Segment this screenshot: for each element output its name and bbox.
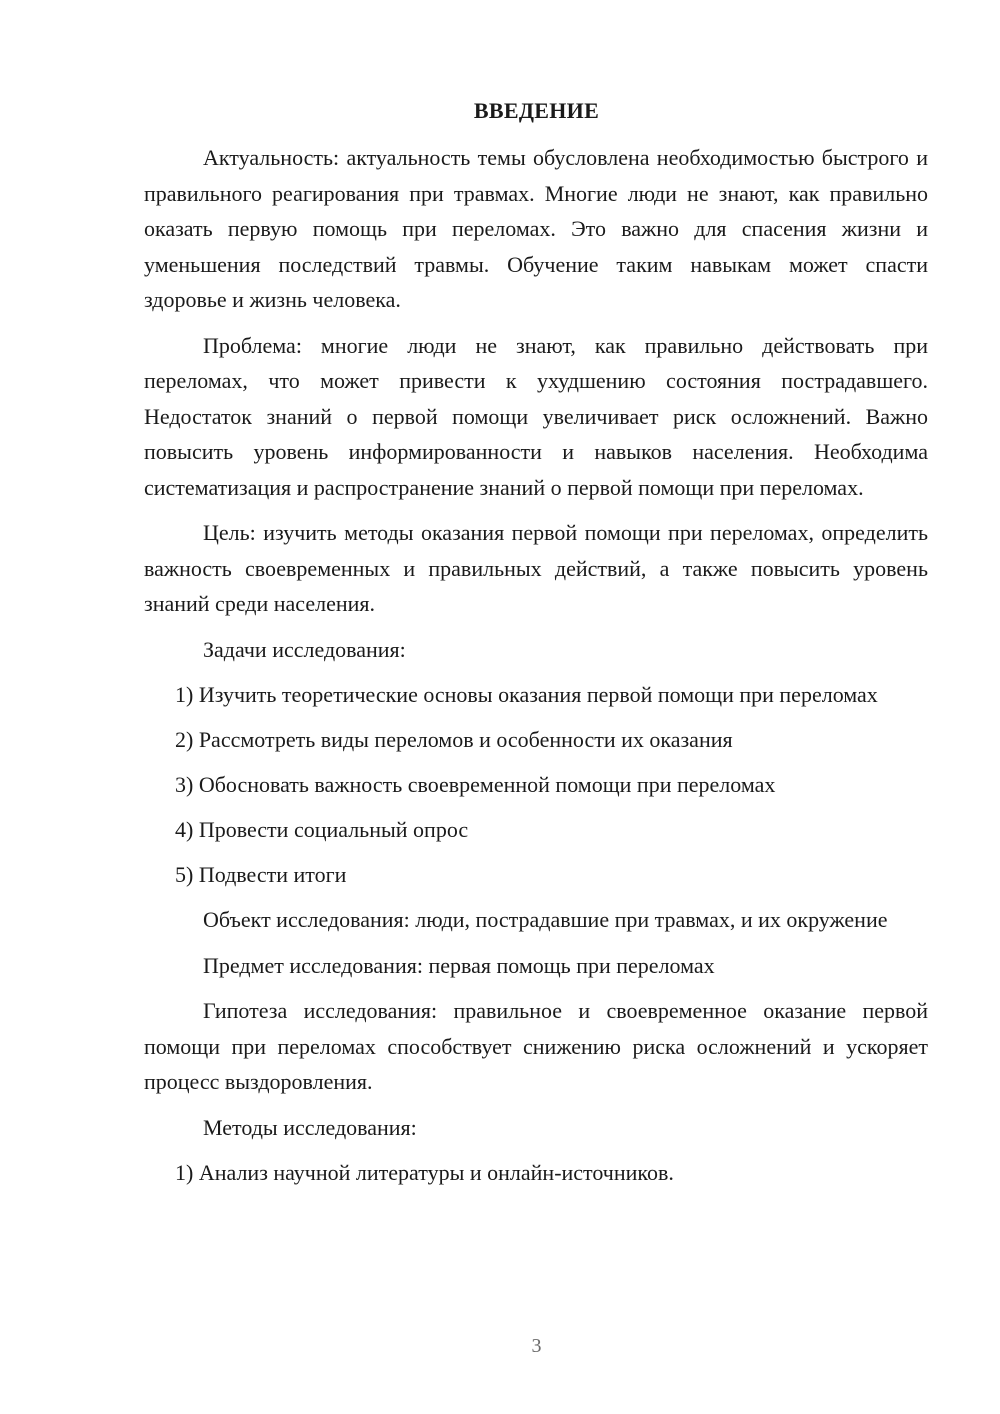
tasks-heading: Задачи исследования: — [203, 636, 406, 662]
object-paragraph: Объект исследования: люди, пострадавшие при травмах, и их окружение — [203, 907, 888, 932]
relevance-paragraph: Актуальность: актуальность темы обусловлена необходимостью быстрого и правильного реагирования при травмах. Многие люди не знают, как правильно оказать первую помощь при переломах. Это важно для спасения жизни и уменьшения последствий травмы. Обучение таким навыкам может спасти здоровье и жизнь человека. — [144, 145, 928, 312]
document-body — [144, 140, 928, 1200]
problem-paragraph: Проблема: многие люди не знают, как правильно действовать при переломах, что может привести к ухудшению состояния пострадавшего. Недостаток знаний о первой помощи увеличивает риск осложнений. Важно повысить уровень информированности и навыков населения. Необходима систематизация и распространение знаний о первой помощи при переломах. — [144, 332, 928, 500]
goal-paragraph: Цель: изучить методы оказания первой помощи при переломах, определить важность своевременных и правильных действий, а также повысить уровень знаний среди населения. — [144, 520, 928, 616]
task-item-1: 1) Изучить теоретические основы оказания первой помощи при переломах — [175, 682, 878, 707]
page-number: 3 — [531, 1335, 542, 1357]
task-item-4: 4) Провести социальный опрос — [175, 817, 469, 842]
task-item-3: 3) Обосновать важность своевременной помощи при переломах — [175, 772, 776, 797]
task-item-2: 2) Рассмотреть виды переломов и особенности их оказания — [175, 727, 733, 752]
methods-heading: Методы исследования: — [203, 1114, 417, 1140]
task-item-5: 5) Подвести итоги — [175, 862, 347, 887]
method-item-1: 1) Анализ научной литературы и онлайн-источников. — [175, 1160, 674, 1185]
hypothesis-paragraph: Гипотеза исследования: правильное и своевременное оказание первой помощи при переломах способствует снижению риска осложнений и ускоряет процесс выздоровления. — [144, 998, 928, 1094]
page-title: ВВЕДЕНИЕ — [473, 98, 600, 123]
subject-paragraph: Предмет исследования: первая помощь при переломах — [203, 952, 715, 978]
